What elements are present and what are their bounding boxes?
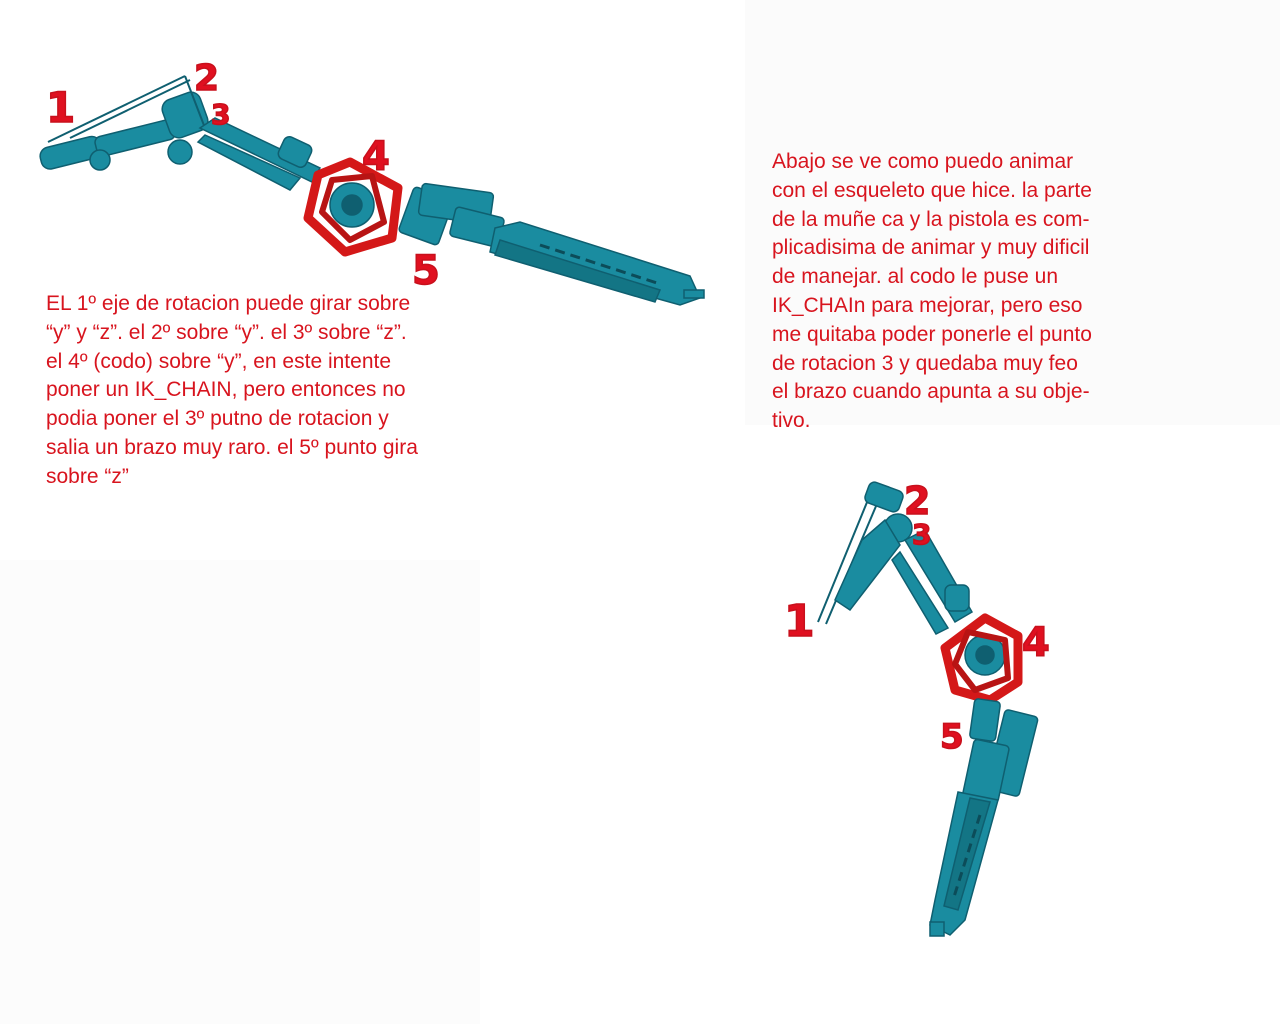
arm-bottom-gun — [930, 792, 998, 936]
arm-bottom-upper-arm — [892, 530, 972, 634]
label-top-2: 2 — [194, 58, 220, 99]
label-top-4: 4 — [362, 134, 390, 180]
label-bottom-2: 2 — [904, 479, 931, 523]
arm-top-elbow — [330, 183, 374, 227]
label-bottom-3: 3 — [912, 518, 932, 551]
label-top-5: 5 — [412, 248, 440, 294]
arm-bottom-wrist — [962, 698, 1038, 803]
label-bottom-4: 4 — [1022, 620, 1050, 666]
arm-bottom — [784, 479, 1050, 936]
arm-bottom-shoulder — [835, 481, 912, 610]
arm-top-gun — [490, 222, 704, 305]
label-bottom-1: 1 — [784, 596, 815, 647]
note-left: EL 1º eje de rotacion puede girar sobre “y” y “z”. el 2º sobre “y”. el 3º sobre “z”. el 4º (codo) sobre “y”, en este intente poner un IK_CHAIN, pero entonces no podia poner el 3º putno de rotacion y salia un brazo muy raro. el 5º punto gira sobre “z” — [46, 292, 418, 488]
label-top-3: 3 — [211, 98, 231, 131]
arm-top-wrist — [398, 183, 505, 247]
label-top-1: 1 — [46, 83, 76, 132]
label-bottom-5: 5 — [940, 717, 964, 757]
arm-top — [38, 58, 704, 305]
note-right: Abajo se ve como puedo animar con el esqueleto que hice. la parte de la muñe ca y la pistola es com- plicadisima de animar y muy dificil de manejar. al codo le puse un IK_CHAIn para mejorar, pero eso me quitaba poder ponerle el punto de rotacion 3 y quedaba muy feo el brazo cuando apunta a su obje- tivo. — [772, 150, 1092, 433]
